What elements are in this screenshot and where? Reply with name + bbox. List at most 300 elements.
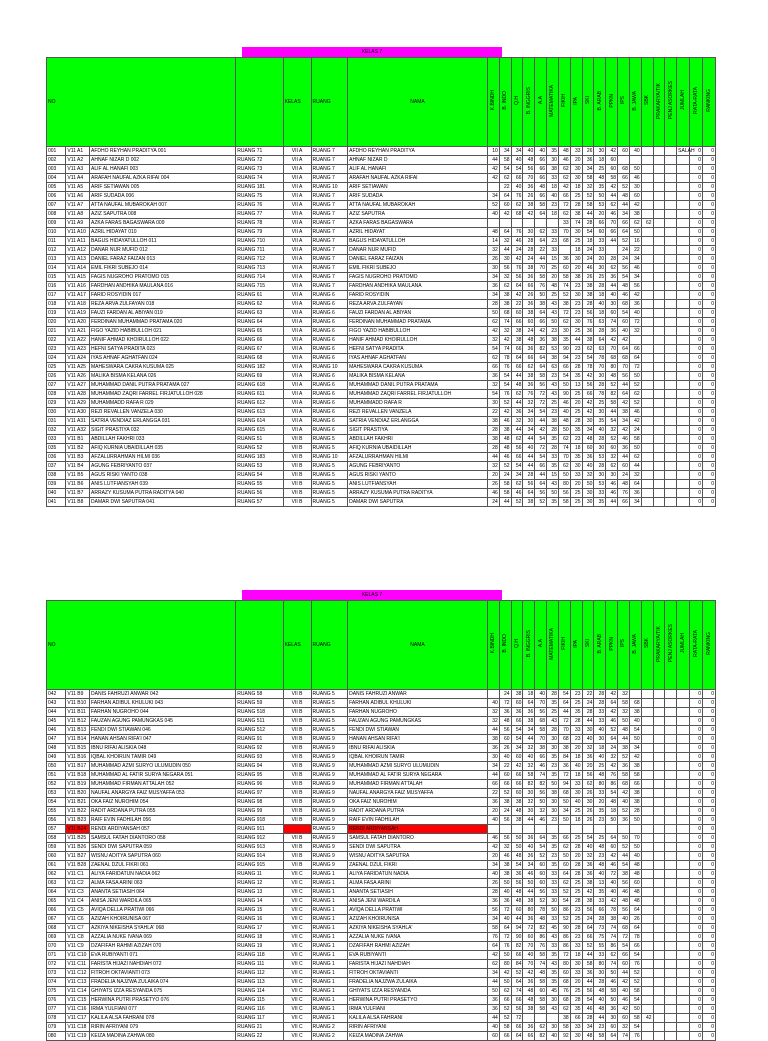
grade-cell: 0 xyxy=(690,435,703,444)
row-ruang: RUANG 6 xyxy=(311,345,348,354)
grade-cell: 86 xyxy=(606,942,618,951)
grade-cell: 76 xyxy=(558,987,570,996)
row-nama: MUHAMMAD DANIL PUTRA PRATAMA xyxy=(348,381,488,390)
row-label: ARRAZY KUSUMA PUTRA RADITYA 040 xyxy=(90,489,236,498)
grade-cell: 64 xyxy=(535,363,547,372)
grade-cell: 43 xyxy=(547,300,559,309)
grade-cell: 38 xyxy=(629,762,641,771)
grade-cell: 23 xyxy=(570,906,582,915)
grade-cell: 74 xyxy=(606,933,618,942)
row-code: V11 B3 xyxy=(66,453,90,462)
grade-cell: 42 xyxy=(487,174,499,183)
row-number: 078 xyxy=(47,1014,66,1023)
grade-cell xyxy=(641,156,653,165)
grade-cell xyxy=(665,345,677,354)
grade-cell xyxy=(641,960,653,969)
grade-cell: 64 xyxy=(629,906,641,915)
grade-cell xyxy=(641,726,653,735)
table-row xyxy=(47,924,716,933)
table-row xyxy=(47,489,716,498)
row-kelas: VII A xyxy=(283,318,311,327)
row-number: 024 xyxy=(47,354,66,363)
grade-cell: 30 xyxy=(594,471,606,480)
grade-cell: 62 xyxy=(558,210,570,219)
row-number: 077 xyxy=(47,1005,66,1014)
grade-cell: 66 xyxy=(570,1014,582,1023)
grade-cell: 0 xyxy=(690,237,703,246)
grade-cell: 36 xyxy=(606,273,618,282)
grade-cell: 76 xyxy=(511,264,523,273)
grade-cell xyxy=(677,372,690,381)
grade-cell xyxy=(677,210,690,219)
grade-cell xyxy=(665,282,677,291)
row-ruang-code: RUANG 714 xyxy=(236,273,283,282)
grade-cell: 66 xyxy=(511,780,523,789)
grade-cell: 0 xyxy=(690,318,703,327)
grade-cell xyxy=(653,834,665,843)
row-nama: ARIF SETIAWAN xyxy=(348,183,488,192)
grade-cell: 46 xyxy=(606,717,618,726)
grade-cell: 0 xyxy=(690,753,703,762)
header-subject xyxy=(641,601,653,690)
row-code: V11 C13 xyxy=(66,978,90,987)
row-ruang: RUANG 10 xyxy=(311,183,348,192)
grade-cell: 30 xyxy=(582,417,594,426)
grade-cell: 58 xyxy=(535,372,547,381)
grade-cell: 72 xyxy=(558,771,570,780)
grade-cell: 42 xyxy=(523,210,535,219)
row-kelas: VII A xyxy=(283,363,311,372)
grade-cell xyxy=(641,282,653,291)
grade-cell: 0 xyxy=(702,906,715,915)
row-kelas: VII B xyxy=(283,816,311,825)
grade-cell: 50 xyxy=(606,816,618,825)
grade-cell: 56 xyxy=(499,264,511,273)
grade-cell: 48 xyxy=(594,1005,606,1014)
grade-cell xyxy=(653,354,665,363)
grade-cell: 36 xyxy=(487,372,499,381)
grade-cell: 54 xyxy=(629,726,641,735)
grade-cell: 58 xyxy=(558,1023,570,1032)
grade-cell: 33 xyxy=(594,717,606,726)
header-subject xyxy=(702,58,715,147)
grade-cell: 32 xyxy=(523,762,535,771)
grade-cell: 33 xyxy=(547,453,559,462)
grade-cell: 36 xyxy=(523,183,535,192)
row-code: V11 A29 xyxy=(66,399,90,408)
row-number: 006 xyxy=(47,192,66,201)
grade-cell xyxy=(641,807,653,816)
row-kelas: VII A xyxy=(283,381,311,390)
grade-cell: 25 xyxy=(570,987,582,996)
grade-cell: 28 xyxy=(594,978,606,987)
row-kelas: VII B xyxy=(283,480,311,489)
grade-cell: 30 xyxy=(547,735,559,744)
grade-cell: 38 xyxy=(547,417,559,426)
grade-cell: 40 xyxy=(594,426,606,435)
row-ruang-code: RUANG 77 xyxy=(236,210,283,219)
grade-cell: 0 xyxy=(690,192,703,201)
grade-cell: 52 xyxy=(535,897,547,906)
grade-cell: 26 xyxy=(582,789,594,798)
table-row xyxy=(47,780,716,789)
grade-cell: 0 xyxy=(702,426,715,435)
grade-cell: 48 xyxy=(582,435,594,444)
grade-cell: 64 xyxy=(629,480,641,489)
grade-cell: 74 xyxy=(535,771,547,780)
grade-cell xyxy=(653,174,665,183)
grade-cell: 48 xyxy=(558,147,570,156)
table-row xyxy=(47,861,716,870)
grade-cell: 24 xyxy=(582,255,594,264)
row-number: 060 xyxy=(47,852,66,861)
grade-cell xyxy=(665,852,677,861)
grade-cell: 35 xyxy=(547,147,559,156)
row-number: 046 xyxy=(47,726,66,735)
grade-cell: 60 xyxy=(499,771,511,780)
header-subject-label: B. ARAB xyxy=(596,633,603,654)
row-number: 055 xyxy=(47,807,66,816)
grade-cell: 58 xyxy=(535,273,547,282)
grade-cell xyxy=(653,246,665,255)
grade-cell: 60 xyxy=(618,318,630,327)
grade-cell: 40 xyxy=(547,192,559,201)
row-code: V11 C8 xyxy=(66,933,90,942)
grade-cell xyxy=(618,825,630,834)
grade-cell xyxy=(653,744,665,753)
row-nama: ATTA NAUFAL MUBAROKAH xyxy=(348,201,488,210)
grade-cell: 48 xyxy=(535,969,547,978)
grade-cell: 66 xyxy=(511,363,523,372)
grade-cell: 23 xyxy=(547,408,559,417)
row-ruang: RUANG 7 xyxy=(311,273,348,282)
grade-cell xyxy=(665,798,677,807)
grade-cell: 36 xyxy=(487,798,499,807)
grade-cell xyxy=(558,246,570,255)
row-nama: HANAN AHSAN RIFA'I xyxy=(348,735,488,744)
grade-cell xyxy=(641,363,653,372)
grade-cell xyxy=(665,978,677,987)
grade-cell: 86 xyxy=(535,933,547,942)
grade-cell: 25 xyxy=(570,498,582,507)
grade-cell: 46 xyxy=(499,453,511,462)
row-label: DANIS FAHRUZI ANWAR 042 xyxy=(90,690,236,699)
row-kelas: VII A xyxy=(283,165,311,174)
row-nama: RAIF EVIN FADHILAH xyxy=(348,816,488,825)
grade-cell: 53 xyxy=(594,480,606,489)
grade-cell xyxy=(677,300,690,309)
grade-cell xyxy=(641,498,653,507)
grade-cell: 56 xyxy=(511,1005,523,1014)
grade-cell: 0 xyxy=(690,870,703,879)
grade-cell: 64 xyxy=(535,237,547,246)
grade-cell: 32 xyxy=(582,852,594,861)
grade-cell: 0 xyxy=(702,951,715,960)
grade-cell: 46 xyxy=(499,417,511,426)
grade-cell: 0 xyxy=(702,879,715,888)
grade-cell: 25 xyxy=(570,888,582,897)
grade-cell xyxy=(665,1023,677,1032)
grade-cell: 74 xyxy=(606,960,618,969)
grade-cell: 18 xyxy=(570,246,582,255)
grade-cell xyxy=(653,915,665,924)
grade-cell: 58 xyxy=(535,1005,547,1014)
row-code: V11 C5 xyxy=(66,906,90,915)
grade-cell xyxy=(665,183,677,192)
grade-cell: 48 xyxy=(594,987,606,996)
grade-cell: 22 xyxy=(535,246,547,255)
grade-cell xyxy=(677,453,690,462)
row-ruang-code: RUANG 183 xyxy=(236,453,283,462)
row-ruang: RUANG 9 xyxy=(311,843,348,852)
row-label: MUHAMMAD DANIL PUTRA PRATAMA 027 xyxy=(90,381,236,390)
row-number: 002 xyxy=(47,156,66,165)
row-label: MAHESWARA CAKRA KUSUMA 025 xyxy=(90,363,236,372)
grade-cell: 38 xyxy=(558,300,570,309)
table-row xyxy=(47,726,716,735)
grade-cell xyxy=(629,825,641,834)
grade-cell: 0 xyxy=(690,345,703,354)
grade-cell: 44 xyxy=(511,399,523,408)
grade-cell xyxy=(641,1032,653,1041)
row-code: V11 B12 xyxy=(66,717,90,726)
grade-cell xyxy=(677,816,690,825)
grade-cell: 58 xyxy=(535,201,547,210)
row-ruang: RUANG 5 xyxy=(311,480,348,489)
grade-cell: 0 xyxy=(690,726,703,735)
grade-cell: 48 xyxy=(523,987,535,996)
grade-cell: 44 xyxy=(487,453,499,462)
grade-cell xyxy=(677,762,690,771)
grade-cell: 66 xyxy=(558,192,570,201)
grade-cell: 13 xyxy=(570,381,582,390)
grade-cell: 62 xyxy=(511,480,523,489)
row-number: 070 xyxy=(47,942,66,951)
grade-cell: 18 xyxy=(547,183,559,192)
grade-cell xyxy=(653,816,665,825)
grade-cell: 26 xyxy=(523,192,535,201)
grade-cell: 30 xyxy=(606,1014,618,1023)
row-code: V11 A32 xyxy=(66,426,90,435)
grade-cell xyxy=(641,453,653,462)
grade-cell xyxy=(677,255,690,264)
row-label: ANIS LUTFIANSYAH 039 xyxy=(90,480,236,489)
grade-cell xyxy=(653,417,665,426)
grade-cell: 78 xyxy=(594,390,606,399)
grade-cell: 60 xyxy=(606,843,618,852)
row-label: FARDHAN ANDHIKA MAULANA 016 xyxy=(90,282,236,291)
row-ruang-code: RUANG 95 xyxy=(236,771,283,780)
row-kelas: VII B xyxy=(283,462,311,471)
grade-cell: 30 xyxy=(499,255,511,264)
grade-cell xyxy=(641,780,653,789)
grade-cell: 35 xyxy=(547,951,559,960)
grade-cell: 60 xyxy=(511,753,523,762)
grade-cell: 32 xyxy=(629,471,641,480)
grade-cell: 64 xyxy=(487,942,499,951)
grade-cell: 0 xyxy=(702,345,715,354)
row-kelas: VII C xyxy=(283,906,311,915)
grade-cell xyxy=(677,291,690,300)
header-subject xyxy=(511,601,523,690)
grade-cell: 0 xyxy=(690,471,703,480)
grade-cell: 26 xyxy=(629,915,641,924)
grade-cell: 30 xyxy=(487,399,499,408)
grade-cell: 38 xyxy=(606,915,618,924)
grade-cell: 86 xyxy=(558,942,570,951)
row-kelas: VII A xyxy=(283,246,311,255)
grade-cell xyxy=(665,888,677,897)
grade-cell: 25 xyxy=(570,834,582,843)
grade-cell: 56 xyxy=(582,771,594,780)
grade-cell: 0 xyxy=(702,237,715,246)
grade-cell xyxy=(641,417,653,426)
row-label: AHNAF NIZAR D 002 xyxy=(90,156,236,165)
grade-cell: 0 xyxy=(702,978,715,987)
row-nama: MALIKA BISMA KELANA xyxy=(348,372,488,381)
row-number: 033 xyxy=(47,435,66,444)
table-row xyxy=(47,789,716,798)
row-ruang: RUANG 1 xyxy=(311,1005,348,1014)
row-ruang: RUANG 7 xyxy=(311,192,348,201)
grade-cell: 36 xyxy=(606,327,618,336)
row-kelas: VII B xyxy=(283,690,311,699)
row-code: V11 A4 xyxy=(66,174,90,183)
grade-cell: 46 xyxy=(606,480,618,489)
row-ruang-code: RUANG 912 xyxy=(236,834,283,843)
grade-cell: 24 xyxy=(523,255,535,264)
grade-cell: 82 xyxy=(535,1032,547,1041)
grade-cell: 64 xyxy=(618,390,630,399)
grade-cell: 60 xyxy=(511,699,523,708)
grade-cell: 60 xyxy=(499,201,511,210)
grade-cell: 70 xyxy=(535,264,547,273)
grade-cell: 16 xyxy=(629,237,641,246)
row-nama: DANIS FAHRUZI ANWAR xyxy=(348,690,488,699)
grade-cell: 32 xyxy=(523,744,535,753)
grade-cell: 34 xyxy=(618,210,630,219)
grade-cell: 76 xyxy=(629,960,641,969)
grade-cell: 48 xyxy=(629,861,641,870)
grade-cell xyxy=(677,201,690,210)
row-ruang: RUANG 1 xyxy=(311,870,348,879)
grade-cell: 54 xyxy=(558,690,570,699)
row-nama: ZAENAL DZUL FIKRI xyxy=(348,861,488,870)
grade-cell: 40 xyxy=(487,210,499,219)
grade-cell: 0 xyxy=(702,924,715,933)
row-kelas: VII A xyxy=(283,345,311,354)
row-nama: AVIQA DELLA PRATIWI xyxy=(348,906,488,915)
grade-cell: 42 xyxy=(618,978,630,987)
header-subject-label: SKI xyxy=(584,639,591,648)
row-label: EMIL FIKRI SUBEJO 014 xyxy=(90,264,236,273)
grade-cell xyxy=(653,897,665,906)
grade-cell: 23 xyxy=(570,933,582,942)
row-ruang: RUANG 5 xyxy=(311,489,348,498)
grade-cell: 92 xyxy=(558,1032,570,1041)
row-kelas: VII A xyxy=(283,219,311,228)
grade-cell: 30 xyxy=(570,228,582,237)
grade-cell: 42 xyxy=(499,210,511,219)
grade-cell: 66 xyxy=(511,453,523,462)
row-number: 011 xyxy=(47,237,66,246)
grade-cell xyxy=(653,726,665,735)
row-number: 018 xyxy=(47,300,66,309)
grade-cell: 0 xyxy=(690,219,703,228)
row-code: V11 A31 xyxy=(66,417,90,426)
row-ruang: RUANG 2 xyxy=(311,1023,348,1032)
table-row xyxy=(47,960,716,969)
grade-cell: 40 xyxy=(606,291,618,300)
grade-cell: 28 xyxy=(570,843,582,852)
row-ruang: RUANG 1 xyxy=(311,906,348,915)
grade-cell: 44 xyxy=(487,156,499,165)
table-row xyxy=(47,690,716,699)
row-nama: FIGO YAZID HABIBULLOH xyxy=(348,327,488,336)
grade-cell: 62 xyxy=(582,345,594,354)
row-number: 069 xyxy=(47,933,66,942)
row-code: V11 A20 xyxy=(66,318,90,327)
header-subject-label: SBK xyxy=(644,638,651,649)
row-kelas: VII C xyxy=(283,1032,311,1041)
header-subject xyxy=(499,58,511,147)
row-kelas: VII B xyxy=(283,780,311,789)
grade-cell: 48 xyxy=(618,282,630,291)
row-ruang: RUANG 5 xyxy=(311,498,348,507)
grade-cell: 44 xyxy=(523,462,535,471)
grade-cell: 30 xyxy=(570,318,582,327)
grade-cell xyxy=(499,825,511,834)
grade-cell: 40 xyxy=(618,915,630,924)
grade-cell xyxy=(641,816,653,825)
row-kelas: VII A xyxy=(283,408,311,417)
grade-cell: 28 xyxy=(582,708,594,717)
grade-cell: 58 xyxy=(629,771,641,780)
grade-cell: 48 xyxy=(606,372,618,381)
grade-cell: 48 xyxy=(511,381,523,390)
grade-cell: 50 xyxy=(487,987,499,996)
grade-cell: 36 xyxy=(511,870,523,879)
table-row xyxy=(47,228,716,237)
table-row xyxy=(47,498,716,507)
table-row xyxy=(47,291,716,300)
header-subject xyxy=(653,58,665,147)
grade-cell xyxy=(641,753,653,762)
row-number: 023 xyxy=(47,345,66,354)
grade-cell: 0 xyxy=(690,255,703,264)
grade-cell: 30 xyxy=(487,264,499,273)
grade-cell: 26 xyxy=(487,879,499,888)
table-row xyxy=(47,282,716,291)
row-label: AZKIYA NIKEISHA SYAHLA' 068 xyxy=(90,924,236,933)
grade-cell: 0 xyxy=(702,228,715,237)
grade-cell: 38 xyxy=(487,735,499,744)
grade-cell: 48 xyxy=(523,996,535,1005)
grade-cell: 70 xyxy=(523,960,535,969)
grade-cell: 66 xyxy=(535,318,547,327)
row-nama: AZZALIA NUKE IVANA xyxy=(348,933,488,942)
grade-cell: 62 xyxy=(606,201,618,210)
grade-cell: 76 xyxy=(606,771,618,780)
grade-cell: 42 xyxy=(582,372,594,381)
grade-cell: 24 xyxy=(523,327,535,336)
grade-cell xyxy=(677,1023,690,1032)
grade-cell: 38 xyxy=(582,879,594,888)
header-subject xyxy=(558,58,570,147)
grade-cell xyxy=(677,798,690,807)
grade-cell: 68 xyxy=(511,210,523,219)
row-ruang-code: RUANG 99 xyxy=(236,807,283,816)
